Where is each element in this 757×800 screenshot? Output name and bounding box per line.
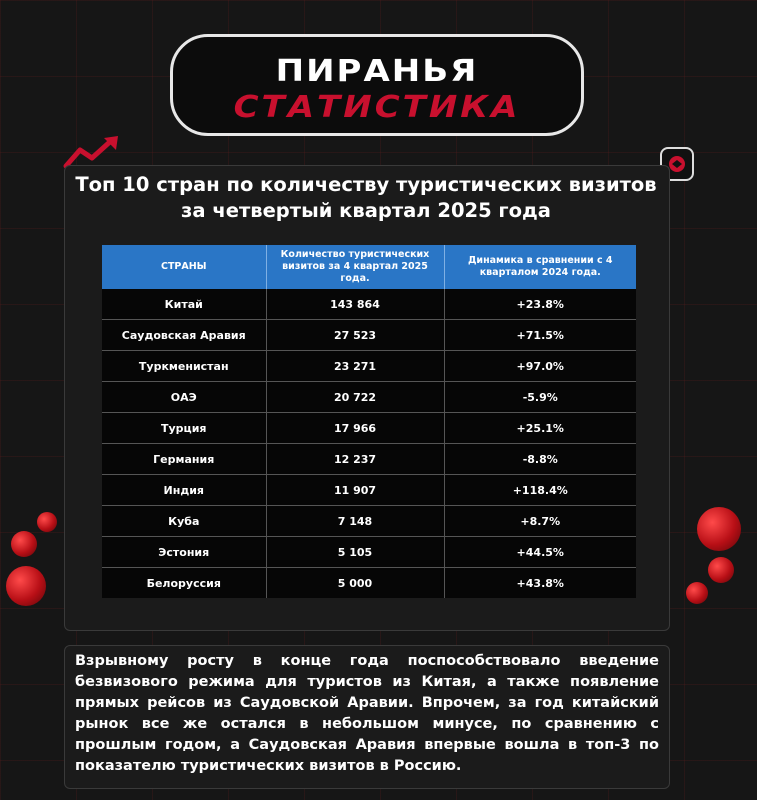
change-cell: +23.8% [444, 289, 636, 320]
data-table [102, 245, 636, 598]
chart-title: Топ 10 стран по количеству туристических визитов за четвертый квартал 2025 года [75, 173, 657, 222]
change-cell: +97.0% [444, 351, 636, 382]
table-row [102, 413, 636, 444]
change-cell: +44.5% [444, 537, 636, 568]
country-cell: Туркменистан [102, 351, 266, 382]
country-cell: Индия [102, 475, 266, 506]
visits-cell: 143 864 [266, 289, 444, 320]
change-cell: +25.1% [444, 413, 636, 444]
change-cell: -8.8% [444, 444, 636, 475]
change-cell: +8.7% [444, 506, 636, 537]
decor-blob [6, 566, 46, 606]
change-cell: +118.4% [444, 475, 636, 506]
visits-cell: 5 000 [266, 568, 444, 599]
decor-blob [686, 582, 708, 604]
country-cell: Саудовская Аравия [102, 320, 266, 351]
country-cell: Эстония [102, 537, 266, 568]
change-cell: +43.8% [516, 576, 564, 590]
brand-logo [170, 34, 584, 136]
visits-cell: 27 523 [266, 320, 444, 351]
visits-cell: 11 907 [266, 475, 444, 506]
column-header-countries: СТРАНЫ [102, 245, 266, 289]
decor-blob [708, 557, 734, 583]
country-cell: ОАЭ [102, 382, 266, 413]
table-row [102, 289, 636, 320]
table-row [102, 537, 636, 568]
country-cell: Китай [102, 289, 266, 320]
table-row [102, 351, 636, 382]
country-cell: Германия [102, 444, 266, 475]
column-header-visits: Количество туристических визитов за 4 квартал 2025 года. [266, 245, 444, 289]
table-header-row [102, 245, 636, 289]
decor-blob [37, 512, 57, 532]
footer-text: Взрывному росту в конце года поспособствовало введение безвизового режима для туристов из Китая, а также появление прямых рейсов из Саудовской Аравии. Впрочем, за год китайский рынок все же остался в небольшом минусе, по сравнению с прошлым годом, а Саудовская Аравия впервые вошла в топ-3 по показателю туристических визитов в Россию. [75, 653, 659, 774]
column-header-change: Динамика в сравнении с 4 кварталом 2024 года. [444, 245, 636, 289]
visits-cell: 7 148 [266, 506, 444, 537]
logo-title: ПИРАНЬЯ [275, 53, 479, 89]
visits-cell: 20 722 [266, 382, 444, 413]
table-row [102, 444, 636, 475]
logo-subtitle: СТАТИСТИКА [233, 89, 521, 125]
visits-cell: 12 237 [266, 444, 444, 475]
table-row [102, 320, 636, 351]
table-row [102, 475, 636, 506]
table-row [102, 382, 636, 413]
table-row [102, 568, 636, 599]
visits-cell: 23 271 [266, 351, 444, 382]
country-cell: Белоруссия [102, 568, 266, 599]
change-cell: -5.9% [444, 382, 636, 413]
change-cell: +71.5% [444, 320, 636, 351]
country-cell: Куба [102, 506, 266, 537]
country-cell: Турция [102, 413, 266, 444]
decor-blob [11, 531, 37, 557]
visits-cell: 17 966 [266, 413, 444, 444]
table-row [102, 506, 636, 537]
decor-blob [697, 507, 741, 551]
visits-cell: 5 105 [266, 537, 444, 568]
